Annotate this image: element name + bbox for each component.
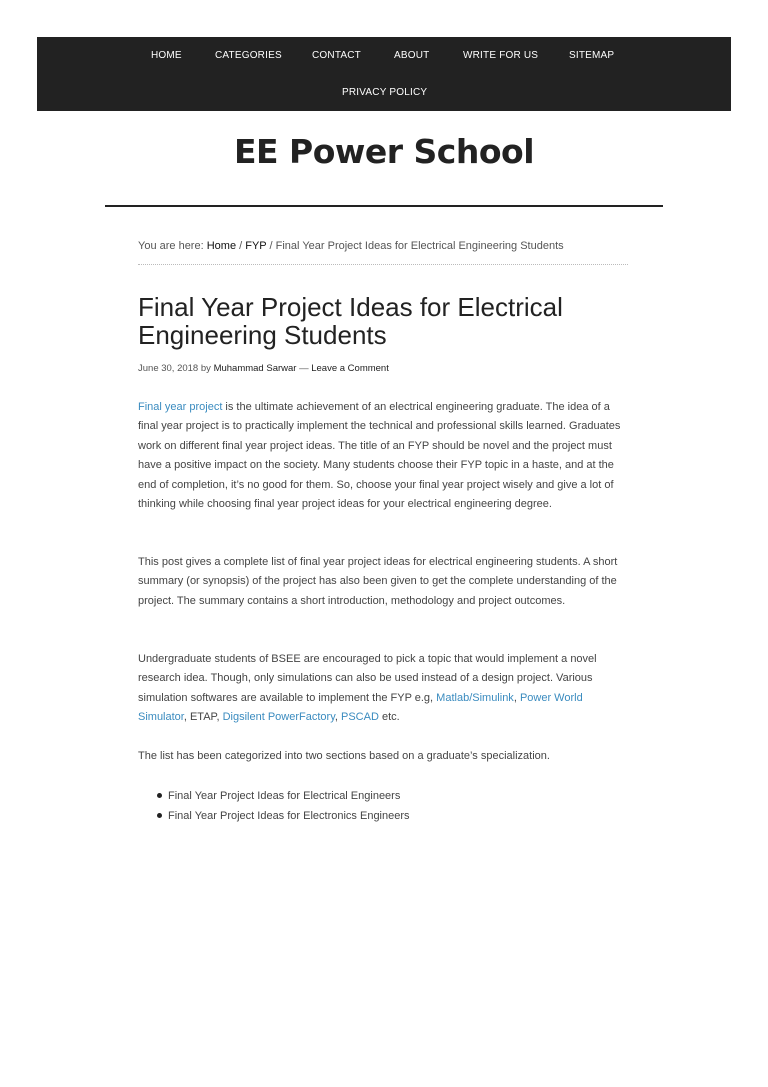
post-title: Final Year Project Ideas for Electrical Engineering Students: [138, 292, 563, 350]
nav-categories[interactable]: CATEGORIES: [215, 50, 282, 61]
paragraph-simulation-text: Undergraduate students of BSEE are encouraged to pick a topic that would implement a novel research idea. Though, only simulations can also be used instead of a design project. Various simulation softwares are available to implement the FYP e.g,: [138, 653, 597, 704]
breadcrumb-separator: /: [239, 240, 243, 252]
post-date: June 30, 2018: [138, 363, 199, 374]
nav-about[interactable]: ABOUT: [394, 50, 430, 61]
matlab-simulink-link[interactable]: Matlab/Simulink: [436, 691, 514, 704]
site-title[interactable]: EE Power School: [233, 132, 535, 171]
paragraph-categories: The list has been categorized into two sections based on a graduate’s specialization.: [138, 750, 550, 762]
paragraph-simulation-text: , ETAP,: [183, 711, 223, 724]
nav-home[interactable]: HOME: [151, 50, 182, 61]
bullet-icon: [157, 813, 162, 818]
breadcrumb: [138, 239, 628, 254]
paragraph-simulation-text: etc.: [378, 711, 400, 724]
paragraph-intro: [138, 398, 630, 514]
project-categories-list: [138, 786, 628, 826]
nav-sitemap[interactable]: SITEMAP: [569, 50, 615, 61]
paragraph-intro-text: is the ultimate achievement of an electrical engineering graduate. The idea of a final year project is to practically implement the technical and professional skills learned. Graduates work on different final year project ideas. The title of an FYP should be novel and the project must have a positive impact on the society. Many students choose their FYP topic in a haste, and at the end of completion, it’s no good for them. So, choose your final year project wisely and give a lot of thinking while choosing final year project ideas for your electrical engineering degree.: [138, 401, 621, 511]
nav-contact[interactable]: CONTACT: [312, 50, 361, 61]
list-item[interactable]: [138, 786, 628, 806]
nav-privacy-policy[interactable]: PRIVACY POLICY: [342, 87, 428, 98]
breadcrumb-divider: [138, 264, 628, 265]
comma-separator: ,: [513, 691, 520, 704]
post-author-link[interactable]: Muhammad Sarwar: [213, 363, 297, 374]
top-navigation: [37, 37, 731, 111]
power-world-simulator-link[interactable]: Power World Simulator: [138, 691, 583, 724]
post-by: by: [200, 363, 211, 374]
pscad-link[interactable]: PSCAD: [341, 711, 379, 724]
post-meta: [138, 362, 628, 375]
meta-dash: —: [299, 363, 309, 374]
list-item-label: Final Year Project Ideas for Electrical Engineers: [168, 790, 401, 802]
breadcrumb-home-link[interactable]: Home: [206, 240, 237, 252]
paragraph-simulation: [138, 650, 630, 728]
leave-comment-link[interactable]: Leave a Comment: [311, 363, 389, 374]
paragraph-summary: This post gives a complete list of final year project ideas for electrical engineering students. A short summary (or synopsis) of the project has also been given to get the complete understanding of the project. The summary contains a short introduction, methodology and project outcomes.: [138, 556, 618, 607]
digsilent-powerfactory-link[interactable]: Digsilent PowerFactory: [222, 711, 335, 724]
list-item[interactable]: [138, 806, 628, 826]
breadcrumb-separator: /: [269, 240, 273, 252]
breadcrumb-category-link[interactable]: FYP: [245, 240, 267, 252]
header-divider: [105, 205, 663, 207]
breadcrumb-current: Final Year Project Ideas for Electrical Engineering Students: [275, 240, 564, 252]
final-year-project-link[interactable]: Final year project: [138, 401, 223, 413]
comma-separator: ,: [334, 711, 341, 724]
list-item-label: Final Year Project Ideas for Electronics Engineers: [168, 810, 410, 822]
nav-write-for-us[interactable]: WRITE FOR US: [463, 50, 539, 61]
bullet-icon: [157, 793, 162, 798]
breadcrumb-prefix: You are here:: [138, 240, 204, 252]
